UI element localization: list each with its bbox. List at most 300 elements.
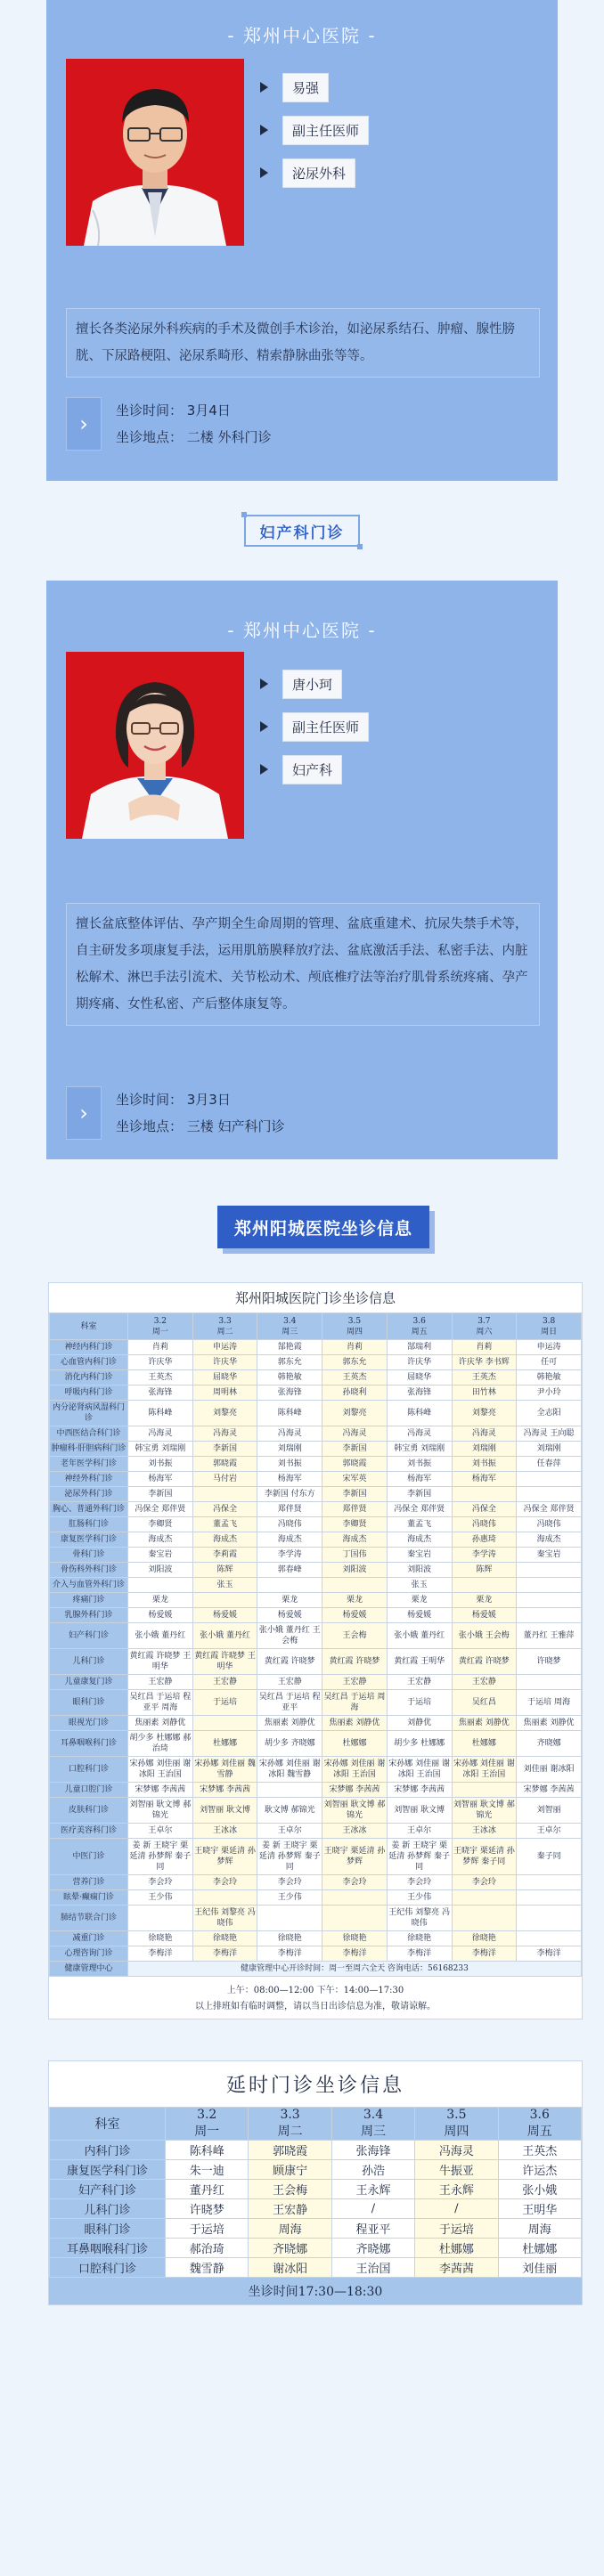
- doctor-cell: 王冰冰: [192, 1824, 257, 1839]
- doctor-cell: 刘智丽 耿文博: [387, 1798, 452, 1824]
- dept-name: 介入与血管外科门诊: [50, 1578, 128, 1593]
- doctor-cell: 肖莉: [452, 1340, 517, 1355]
- doctor-cell: 任可: [517, 1355, 582, 1370]
- schedule-row: [50, 1563, 582, 1578]
- doctor-cell: 海成杰: [517, 1532, 582, 1548]
- doctor-cell: 宋梦娜 李茜茜: [322, 1783, 388, 1798]
- doctor-cell: 郭晓霞: [322, 1457, 388, 1472]
- health-note: 健康管理中心开诊时间：周一至周六全天 咨询电话：56168233: [128, 1962, 582, 1977]
- dept-name: 呼吸内科门诊: [50, 1386, 128, 1401]
- doctor-cell: 冯海灵: [192, 1426, 257, 1442]
- doctor-cell: 郭晓霞: [249, 2141, 331, 2160]
- doctor-cell: 孙晓利: [322, 1386, 388, 1401]
- doctor-cell: 刘书振: [387, 1457, 452, 1472]
- doctor-cell: 王晓宇 栗延清 孙梦辉 秦子同: [452, 1839, 517, 1875]
- schedule-row: [50, 1890, 582, 1906]
- doctor-cell: 胡少多 齐晓娜: [257, 1731, 322, 1757]
- doctor-cell: 徐晓艳: [257, 1931, 322, 1946]
- doctor-cell: 牛振亚: [415, 2160, 498, 2180]
- doctor-cell: 徐晓艳: [387, 1931, 452, 1946]
- schedule-row: [50, 1906, 582, 1931]
- triangle-bullet-icon: [260, 679, 268, 689]
- doctor-cell: [192, 1487, 257, 1502]
- doctor-cell: 王少伟: [387, 1890, 452, 1906]
- doctor-cell: 姜 新 王晓宇 栗延清 孙梦辉 秦子同: [257, 1839, 322, 1875]
- doctor-cell: 刘书振: [128, 1457, 193, 1472]
- doctor-cell: [517, 1487, 582, 1502]
- schedule-row-health: [50, 1962, 582, 1977]
- doctor-cell: 李茜茜: [415, 2258, 498, 2278]
- doctor-cell: 杨海军: [387, 1472, 452, 1487]
- schedule-row: [50, 1649, 582, 1675]
- doctor-cell: 齐晓娜: [331, 2239, 414, 2258]
- dept-name: 皮肤科门诊: [50, 1798, 128, 1824]
- dept-name: 妇产科门诊: [50, 2180, 166, 2199]
- header-date: 3.3: [218, 1316, 232, 1326]
- doctor-cell: 许晓梦: [517, 1649, 582, 1675]
- doctor-name-tag: [260, 73, 369, 102]
- doctor-cell: 李梅洋: [192, 1946, 257, 1962]
- doctor-cell: 王卓尔: [387, 1824, 452, 1839]
- schedule-row: [50, 1578, 582, 1593]
- dept-name: 眼科门诊: [50, 1690, 128, 1716]
- doctor-cell: 宋梦娜 李茜茜: [387, 1783, 452, 1798]
- doctor-cell: 李梅洋: [387, 1946, 452, 1962]
- dept-name: 胸心、普通外科门诊: [50, 1502, 128, 1517]
- header-weekday: 周六: [476, 1327, 493, 1337]
- doctor-cell: [517, 1890, 582, 1906]
- doctor-cell: 王会梅: [322, 1623, 388, 1649]
- doctor-cell: 冯晓伟: [257, 1517, 322, 1532]
- doctor-cell: 陈科峰: [166, 2141, 249, 2160]
- doctor-cell: 李梅洋: [128, 1946, 193, 1962]
- doctor-cell: 杨爱媛: [387, 1608, 452, 1623]
- dept-name: 肛肠科门诊: [50, 1517, 128, 1532]
- schedule-row: [50, 1623, 582, 1649]
- doctor-cell: 秦子同: [517, 1839, 582, 1875]
- schedule-row: [50, 1824, 582, 1839]
- doctor-cell: 杨爱媛: [322, 1608, 388, 1623]
- header-day: [128, 1313, 193, 1340]
- doctor-tags: [260, 670, 369, 798]
- doctor-cell: 于运培: [192, 1690, 257, 1716]
- header-weekday: 周一: [151, 1327, 168, 1337]
- doctor-cell: 冯保全 郑伴贤: [387, 1502, 452, 1517]
- doctor-cell: 吴红昌: [452, 1690, 517, 1716]
- doctor-cell: 程亚平: [331, 2219, 414, 2239]
- visit-place: 坐诊地点： 三楼 妇产科门诊: [116, 1118, 285, 1134]
- doctor-cell: 丁国伟: [322, 1548, 388, 1563]
- doctor-cell: [257, 1783, 322, 1798]
- doctor-cell: 马付岩: [192, 1472, 257, 1487]
- doctor-cell: 冯海灵: [415, 2141, 498, 2160]
- doctor-cell: 冯晓伟: [452, 1517, 517, 1532]
- dept-name: 儿科门诊: [50, 2199, 166, 2219]
- evening-row: [50, 2239, 582, 2258]
- doctor-cell: 陈辉: [452, 1563, 517, 1578]
- doctor-cell: 冯海灵: [322, 1426, 388, 1442]
- doctor-cell: 刘智丽 耿文博 郝锦光: [452, 1798, 517, 1824]
- doctor-cell: [322, 1890, 388, 1906]
- dept-name: 儿童康复门诊: [50, 1675, 128, 1690]
- doctor-cell: 张海锋: [257, 1386, 322, 1401]
- doctor-cell: 焦丽素 刘静优: [517, 1716, 582, 1731]
- doctor-cell: 胡少多 杜娜娜 郝治琦: [128, 1731, 193, 1757]
- doctor-cell: 张海锋: [331, 2141, 414, 2160]
- section-heading-label: 妇产科门诊: [259, 524, 345, 542]
- schedule-row: [50, 1370, 582, 1386]
- doctor-cell: 冯保全: [192, 1502, 257, 1517]
- doctor-cell: 吴红昌 于运培 程亚平 周海: [128, 1690, 193, 1716]
- doctor-cell: 李会玲: [128, 1875, 193, 1890]
- evening-row: [50, 2180, 582, 2199]
- doctor-cell: 周明林: [192, 1386, 257, 1401]
- schedule-row: [50, 1731, 582, 1757]
- doctor-cell: 李莉霞: [192, 1548, 257, 1563]
- header-date: 3.4: [283, 1316, 297, 1326]
- header-date: 3.2: [197, 2108, 217, 2122]
- doctor-cell: 李梅洋: [322, 1946, 388, 1962]
- schedule-row: [50, 1426, 582, 1442]
- doctor-cell: 屈晓华: [387, 1370, 452, 1386]
- doctor-cell: [517, 1608, 582, 1623]
- doctor-cell: 宋梦娜 李茜茜: [128, 1783, 193, 1798]
- doctor-cell: 刘书振: [257, 1457, 322, 1472]
- dept-name: 骨科门诊: [50, 1548, 128, 1563]
- header-date: 3.5: [446, 2108, 467, 2122]
- dept-name: 肿瘤科·肝胆病科门诊: [50, 1442, 128, 1457]
- evening-row: [50, 2141, 582, 2160]
- dept-name: 神经内科门诊: [50, 1340, 128, 1355]
- doctor-cell: [517, 1563, 582, 1578]
- header-day: [322, 1313, 388, 1340]
- evening-hours: 坐诊时间17:30—18:30: [49, 2278, 582, 2304]
- doctor-cell: [192, 1593, 257, 1608]
- dept-name: 营养门诊: [50, 1875, 128, 1890]
- doctor-cell: 于运培: [166, 2219, 249, 2239]
- doctor-cell: 徐晓艳: [322, 1931, 388, 1946]
- doctor-cell: [517, 1578, 582, 1593]
- doctor-cell: 杨爱媛: [192, 1608, 257, 1623]
- doctor-cell: 张小娥 董丹红: [387, 1623, 452, 1649]
- doctor-cell: 刘阳波: [128, 1563, 193, 1578]
- triangle-bullet-icon: [260, 764, 268, 775]
- doctor-cell: 顾康宁: [249, 2160, 331, 2180]
- doctor-cell: 刘佳丽: [498, 2258, 581, 2278]
- doctor-cell: 冯海灵: [452, 1426, 517, 1442]
- header-weekday: 周三: [282, 1327, 298, 1337]
- doctor-cell: 刘瑞刚: [452, 1442, 517, 1457]
- doctor-cell: 冯海灵: [387, 1426, 452, 1442]
- doctor-cell: 李新国: [322, 1442, 388, 1457]
- doctor-cell: 申运涛: [517, 1340, 582, 1355]
- doctor-title: 副主任医师: [282, 116, 369, 145]
- doctor-cell: 海成杰: [322, 1532, 388, 1548]
- header-day: [257, 1313, 322, 1340]
- doctor-dept-tag: [260, 158, 369, 187]
- doctor-portrait-female: [66, 652, 244, 839]
- doctor-cell: 许庆华: [387, 1355, 452, 1370]
- doctor-cell: 李学涛: [257, 1548, 322, 1563]
- doctor-cell: 刘瑞刚: [517, 1442, 582, 1457]
- doctor-name-tag: [260, 670, 369, 698]
- doctor-cell: 宋孙娜 刘佳丽 谢冰阳 王治国: [128, 1757, 193, 1783]
- doctor-card-urology: [46, 0, 558, 481]
- doctor-photo: [66, 59, 244, 246]
- evening-body: [50, 2141, 582, 2278]
- doctor-cell: 刘瑞刚: [257, 1442, 322, 1457]
- doctor-cell: 冯晓伟: [517, 1517, 582, 1532]
- dept-name: 眼科门诊: [50, 2219, 166, 2239]
- schedule-row: [50, 1401, 582, 1426]
- doctor-cell: 冯保全 郑伴贤: [517, 1502, 582, 1517]
- evening-row: [50, 2199, 582, 2219]
- doctor-cell: 郭东允: [322, 1355, 388, 1370]
- doctor-cell: 王纪伟 刘黎亮 冯晓伟: [387, 1906, 452, 1931]
- schedule-row: [50, 1502, 582, 1517]
- header-day: [192, 1313, 257, 1340]
- doctor-cell: [452, 1906, 517, 1931]
- doctor-cell: 冯保全 郑伴贤: [128, 1502, 193, 1517]
- doctor-cell: 姜 新 王晓宇 栗延清 孙梦辉 秦子同: [387, 1839, 452, 1875]
- doctor-cell: 栗龙: [128, 1593, 193, 1608]
- doctor-cell: 张小娥 董丹红: [192, 1623, 257, 1649]
- doctor-cell: 陈科峰: [128, 1401, 193, 1426]
- header-weekday: 周五: [411, 1327, 428, 1337]
- doctor-cell: 海成杰: [192, 1532, 257, 1548]
- doctor-photo: [66, 652, 244, 839]
- doctor-cell: [517, 1472, 582, 1487]
- dept-name: 神经外科门诊: [50, 1472, 128, 1487]
- doctor-cell: 焦丽素 刘静优: [452, 1716, 517, 1731]
- doctor-cell: 王宏静: [322, 1675, 388, 1690]
- doctor-cell: 韩宝勇 刘瑞刚: [387, 1442, 452, 1457]
- schedule-banner: [0, 1159, 604, 1282]
- visit-place: 坐诊地点： 二楼 外科门诊: [116, 429, 272, 445]
- doctor-cell: 张玉: [192, 1578, 257, 1593]
- dept-name: 儿童口腔门诊: [50, 1783, 128, 1798]
- header-date: 3.3: [280, 2108, 300, 2122]
- schedule-row: [50, 1608, 582, 1623]
- header-weekday: 周四: [444, 2125, 469, 2139]
- doctor-cell: 李梅洋: [257, 1946, 322, 1962]
- dept-name: 口腔科门诊: [50, 1757, 128, 1783]
- schedule-title: 郑州阳城医院门诊坐诊信息: [234, 1290, 396, 1306]
- visit-info: [66, 397, 272, 451]
- dept-name: 康复医学科门诊: [50, 1532, 128, 1548]
- dept-name: 内分泌肾病风湿科门诊: [50, 1401, 128, 1426]
- schedule-row: [50, 1340, 582, 1355]
- doctor-cell: 李卿贤: [322, 1517, 388, 1532]
- doctor-cell: 李会玲: [452, 1875, 517, 1890]
- doctor-cell: [517, 1875, 582, 1890]
- doctor-cell: 王宏静: [128, 1675, 193, 1690]
- doctor-cell: /: [331, 2199, 414, 2219]
- doctor-cell: 郝治琦: [166, 2239, 249, 2258]
- doctor-cell: 刘静优: [387, 1716, 452, 1731]
- doctor-cell: 杨海军: [257, 1472, 322, 1487]
- dept-name: 眼视光门诊: [50, 1716, 128, 1731]
- doctor-cell: 耿文博 郝锦光: [257, 1798, 322, 1824]
- doctor-cell: 许庆华 李书辉: [452, 1355, 517, 1370]
- doctor-cell: 陈科峰: [257, 1401, 322, 1426]
- doctor-cell: 郭春峰: [257, 1563, 322, 1578]
- schedule-row: [50, 1783, 582, 1798]
- doctor-cell: 王英杰: [452, 1370, 517, 1386]
- dept-name: 心理咨询门诊: [50, 1946, 128, 1962]
- doctor-cell: 黄红霞 许晓梦 王明华: [128, 1649, 193, 1675]
- doctor-cell: 宋梦娜 李茜茜: [192, 1783, 257, 1798]
- evening-schedule: [48, 2060, 583, 2305]
- visit-time: 坐诊时间： 3月4日: [116, 402, 231, 418]
- header-weekday: 周日: [541, 1327, 558, 1337]
- doctor-cell: 董丹红: [166, 2180, 249, 2199]
- header-date: 3.4: [363, 2108, 384, 2122]
- doctor-cell: 宋孙娜 刘佳丽 谢冰阳 魏雪静: [257, 1757, 322, 1783]
- schedule-header-row: [50, 1313, 582, 1340]
- doctor-cell: 李新国: [128, 1487, 193, 1502]
- doctor-cell: 陈辉: [192, 1563, 257, 1578]
- schedule-row: [50, 1690, 582, 1716]
- doctor-cell: 宋军英: [322, 1472, 388, 1487]
- doctor-cell: 黄红霞 许晓梦: [322, 1649, 388, 1675]
- doctor-card-obgyn: [46, 581, 558, 1159]
- doctor-cell: 黄红霞 许晓梦: [257, 1649, 322, 1675]
- triangle-bullet-icon: [260, 167, 268, 178]
- schedule-table: [49, 1312, 582, 1977]
- header-day: [331, 2108, 414, 2141]
- doctor-cell: 王英杰: [128, 1370, 193, 1386]
- chevron-right-icon: ›: [66, 397, 102, 451]
- dept-name: 疼痛门诊: [50, 1593, 128, 1608]
- doctor-cell: 刘黎亮: [322, 1401, 388, 1426]
- doctor-cell: 杜娜娜: [498, 2239, 581, 2258]
- schedule-row: [50, 1716, 582, 1731]
- doctor-cell: [192, 1716, 257, 1731]
- doctor-title-tag: [260, 712, 369, 741]
- doctor-cell: 王明华: [498, 2199, 581, 2219]
- evening-table: [49, 2107, 582, 2278]
- doctor-cell: 许庆华: [128, 1355, 193, 1370]
- doctor-cell: 谢冰阳: [249, 2258, 331, 2278]
- doctor-cell: 屈晓华: [192, 1370, 257, 1386]
- doctor-cell: 张玉: [387, 1578, 452, 1593]
- doctor-cell: 黄红霞 许晓梦: [452, 1649, 517, 1675]
- hospital-name: - 郑州中心医院 -: [227, 25, 377, 46]
- doctor-cell: 郭东允: [257, 1355, 322, 1370]
- doctor-cell: [452, 1487, 517, 1502]
- evening-row: [50, 2160, 582, 2180]
- doctor-cell: 于运培: [387, 1690, 452, 1716]
- schedule-row: [50, 1548, 582, 1563]
- evening-row: [50, 2258, 582, 2278]
- dept-name: 儿科门诊: [50, 1649, 128, 1675]
- visit-time: 坐诊时间： 3月3日: [116, 1092, 231, 1108]
- visit-info: [66, 1086, 285, 1140]
- doctor-cell: 王英杰: [322, 1370, 388, 1386]
- doctor-cell: 吴红昌 于运培 程亚平: [257, 1690, 322, 1716]
- triangle-bullet-icon: [260, 721, 268, 732]
- schedule-row: [50, 1457, 582, 1472]
- doctor-cell: 董丹红 王雅萍: [517, 1623, 582, 1649]
- doctor-cell: 周海: [498, 2219, 581, 2239]
- dept-name: 内科门诊: [50, 2141, 166, 2160]
- dept-name: 耳鼻咽喉科门诊: [50, 1731, 128, 1757]
- header-weekday: 周二: [216, 1327, 233, 1337]
- doctor-cell: 王宏静: [249, 2199, 331, 2219]
- doctor-cell: 董孟飞: [192, 1517, 257, 1532]
- doctor-cell: 栗龙: [452, 1593, 517, 1608]
- doctor-cell: 海成杰: [387, 1532, 452, 1548]
- dept-name: 乳腺外科门诊: [50, 1608, 128, 1623]
- doctor-cell: 全志阳: [517, 1401, 582, 1426]
- header-date: 3.5: [347, 1316, 362, 1326]
- evening-title: 延时门诊坐诊信息: [225, 2075, 404, 2097]
- schedule-row: [50, 1675, 582, 1690]
- dept-name: 心血管内科门诊: [50, 1355, 128, 1370]
- doctor-cell: 王英杰: [498, 2141, 581, 2160]
- doctor-cell: 张海锋: [128, 1386, 193, 1401]
- doctor-cell: 杨爱媛: [452, 1608, 517, 1623]
- section-heading-obgyn: [244, 515, 360, 547]
- doctor-cell: 李会玲: [387, 1875, 452, 1890]
- doctor-cell: 宋孙娜 刘佳丽 谢冰阳 王治国: [322, 1757, 388, 1783]
- doctor-cell: 刘智丽 耿文博 郝锦光: [128, 1798, 193, 1824]
- doctor-cell: 冯海灵: [257, 1426, 322, 1442]
- doctor-cell: 刘智丽 耿文博 郝锦光: [322, 1798, 388, 1824]
- doctor-cell: 李卿贤: [128, 1517, 193, 1532]
- doctor-cell: 郜艳霞: [257, 1340, 322, 1355]
- dept-name: 健康管理中心: [50, 1962, 128, 1977]
- doctor-cell: 刘佳丽 谢冰阳: [517, 1757, 582, 1783]
- header-day: [249, 2108, 331, 2141]
- header-date: 3.8: [542, 1316, 556, 1326]
- header-day: [498, 2108, 581, 2141]
- doctor-cell: 徐晓艳: [452, 1931, 517, 1946]
- schedule-row: [50, 1442, 582, 1457]
- doctor-cell: 刘智丽: [517, 1798, 582, 1824]
- doctor-cell: 秦宝岩: [387, 1548, 452, 1563]
- doctor-cell: 韩艳敏: [517, 1370, 582, 1386]
- doctor-cell: [452, 1783, 517, 1798]
- schedule-row: [50, 1931, 582, 1946]
- schedule-row: [50, 1757, 582, 1783]
- doctor-cell: 冯海灵: [128, 1426, 193, 1442]
- doctor-cell: 王永辉: [415, 2180, 498, 2199]
- doctor-cell: 王冰冰: [452, 1824, 517, 1839]
- header-weekday: 周一: [194, 2125, 220, 2139]
- schedule-row: [50, 1875, 582, 1890]
- doctor-cell: 海成杰: [128, 1532, 193, 1548]
- doctor-cell: 申运涛: [192, 1340, 257, 1355]
- doctor-cell: 宋梦娜 李茜茜: [517, 1783, 582, 1798]
- doctor-cell: 杨爱媛: [128, 1608, 193, 1623]
- header-date: 3.6: [529, 2108, 550, 2122]
- doctor-cell: 周海: [249, 2219, 331, 2239]
- doctor-cell: 李新国: [322, 1487, 388, 1502]
- triangle-bullet-icon: [260, 125, 268, 135]
- doctor-name: 易强: [282, 73, 329, 102]
- doctor-cell: 刘智丽 耿文博: [192, 1798, 257, 1824]
- header-day: [517, 1313, 582, 1340]
- doctor-cell: 肖莉: [322, 1340, 388, 1355]
- dept-name: 耳鼻咽喉科门诊: [50, 2239, 166, 2258]
- doctor-cell: 王宏静: [257, 1675, 322, 1690]
- doctor-cell: [257, 1906, 322, 1931]
- doctor-cell: 郭晓霞: [192, 1457, 257, 1472]
- doctor-cell: 王少伟: [128, 1890, 193, 1906]
- doctor-cell: 杨海军: [452, 1472, 517, 1487]
